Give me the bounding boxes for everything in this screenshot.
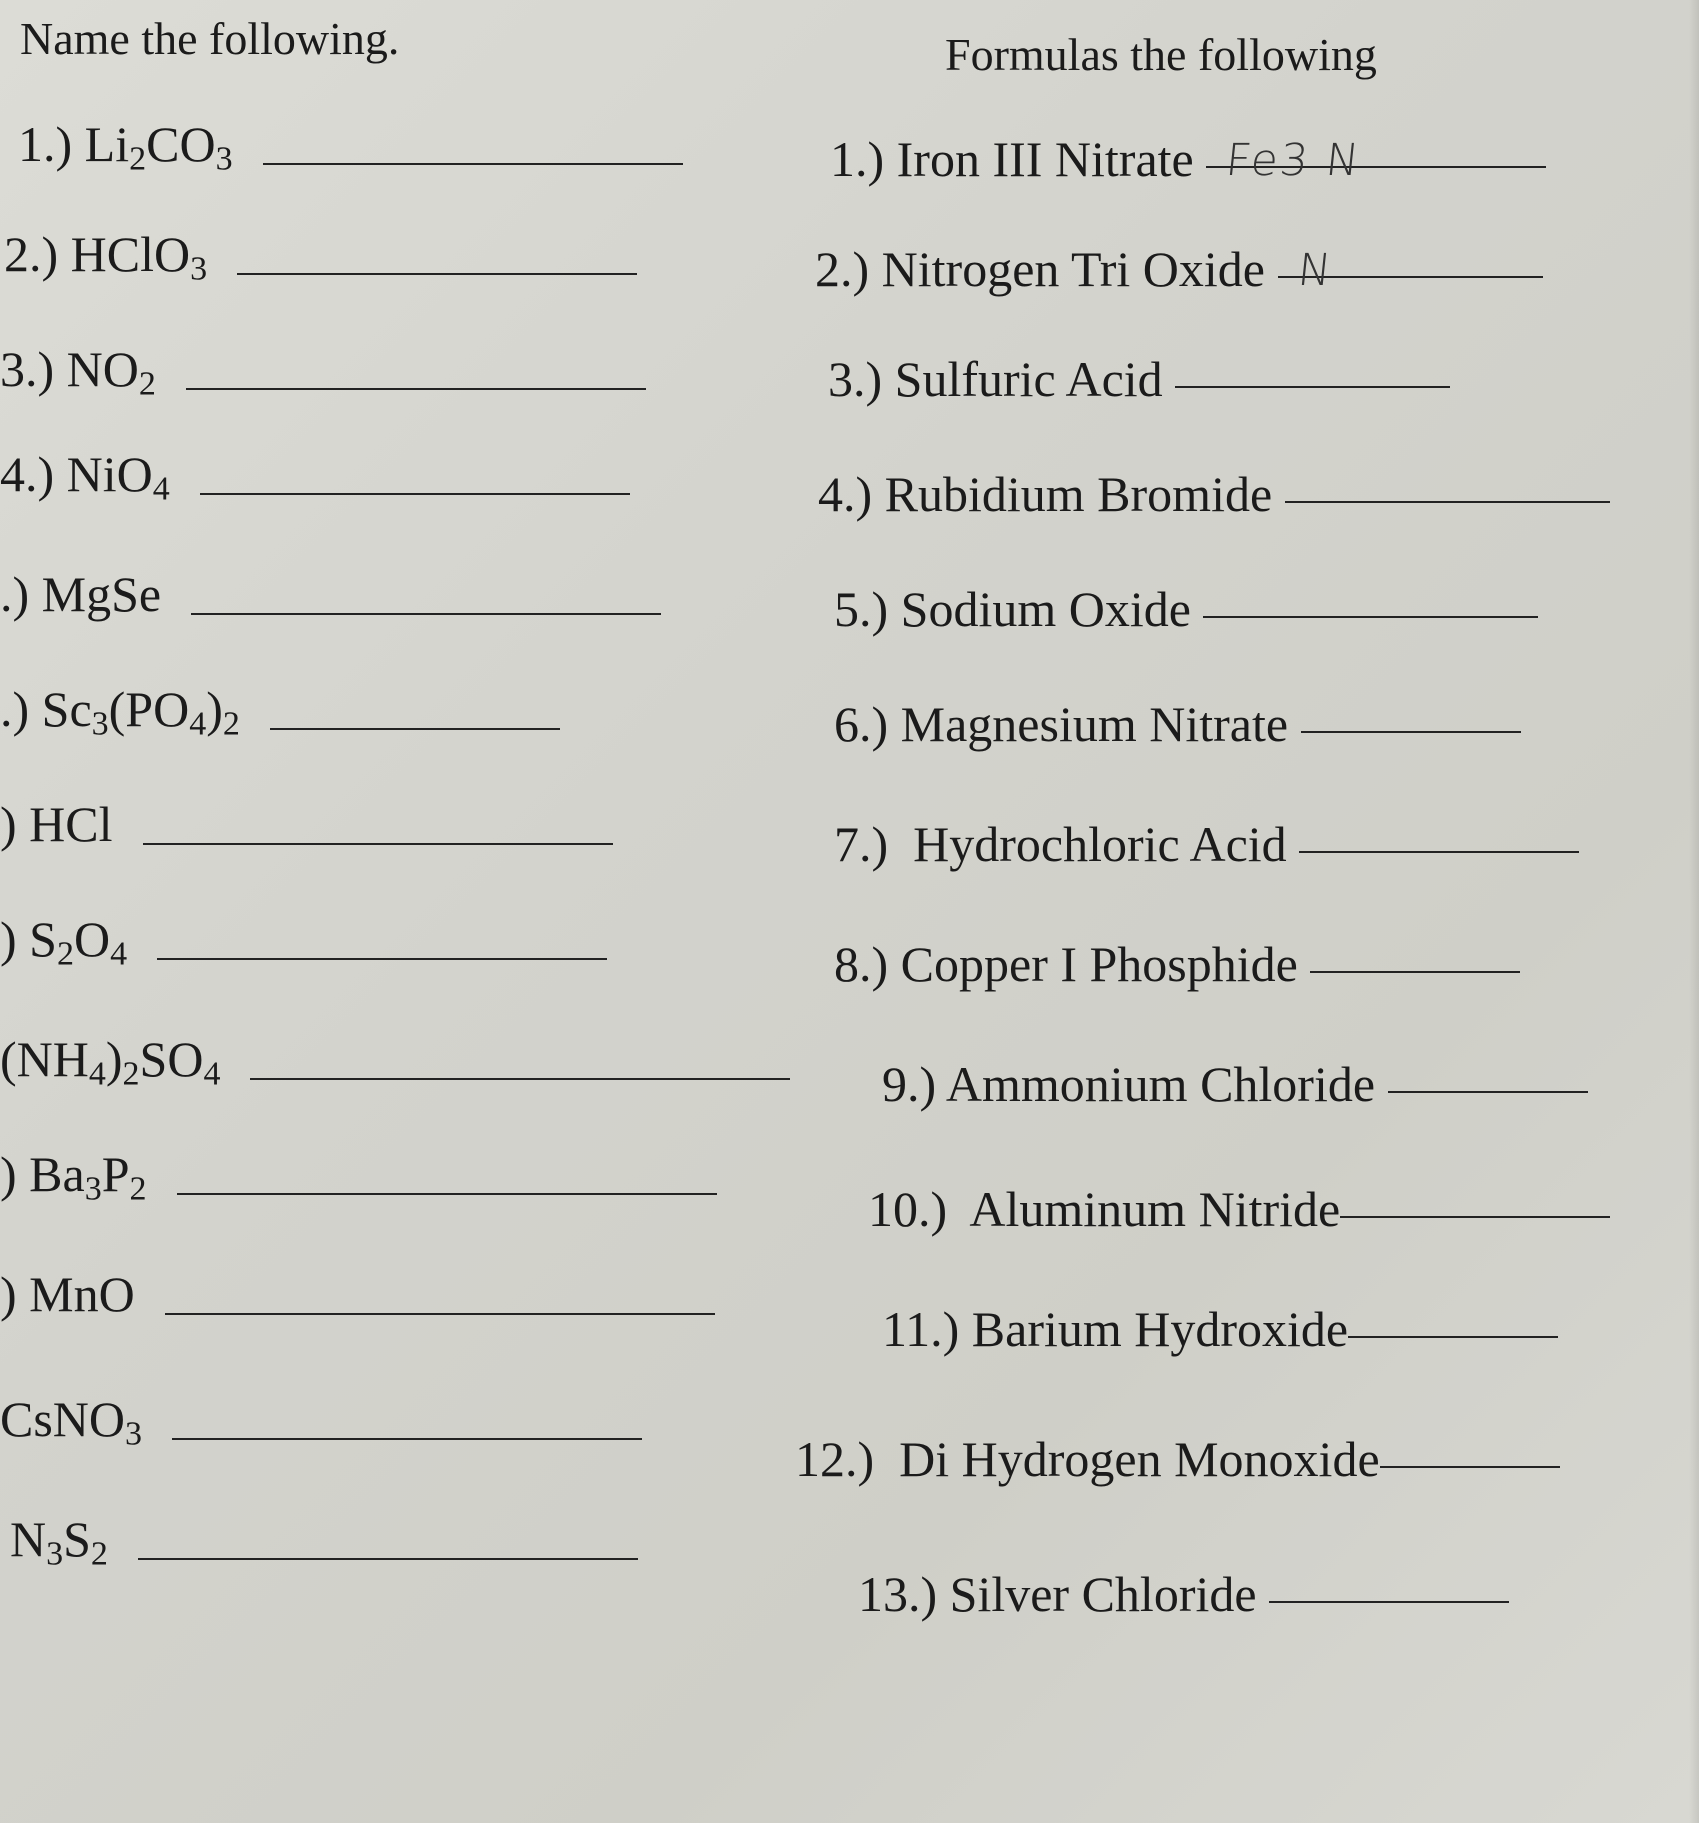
formula-text: MgSe: [41, 566, 162, 622]
name-question-10: [0, 1145, 717, 1208]
formula-text: CO: [146, 116, 216, 172]
formula-subscript: 3: [215, 140, 233, 178]
answer-blank[interactable]: [1301, 730, 1521, 733]
answer-blank[interactable]: [1380, 1465, 1560, 1468]
name-question-3: [0, 340, 646, 403]
answer-blank[interactable]: [1299, 850, 1579, 853]
question-number: ): [0, 1146, 30, 1202]
answer-blank[interactable]: [1175, 385, 1450, 388]
formula-subscript: 3: [84, 1170, 102, 1208]
formula-text: HClO: [70, 226, 191, 282]
question-number: .): [0, 566, 42, 622]
answer-blank[interactable]: [1269, 1600, 1509, 1603]
formula-subscript: 3: [125, 1415, 143, 1453]
formula-text: S: [29, 911, 57, 967]
formula-text: (NH: [0, 1031, 89, 1087]
chemical-formula: [66, 445, 170, 508]
answer-blank[interactable]: [138, 1557, 638, 1560]
name-question-2: [4, 225, 637, 288]
answer-blank[interactable]: [1348, 1335, 1558, 1338]
formula-subscript: 2: [129, 140, 147, 178]
formula-subscript: 2: [56, 935, 74, 973]
formula-text: ): [206, 681, 223, 737]
formula-subscript: 4: [110, 935, 128, 973]
chemical-formula: [29, 1145, 147, 1208]
answer-blank[interactable]: [270, 727, 560, 730]
handwritten-answer: N: [1294, 245, 1336, 296]
question-number: ): [0, 796, 30, 852]
answer-blank[interactable]: [191, 612, 661, 615]
formula-text: Ba: [29, 1146, 85, 1202]
formula-text: HCl: [29, 796, 113, 852]
answer-blank[interactable]: [1310, 970, 1520, 973]
name-question-5: [0, 565, 661, 623]
answer-blank[interactable]: [1388, 1090, 1588, 1093]
chemical-formula: [0, 1030, 221, 1093]
formula-text: S: [63, 1511, 91, 1567]
answer-blank[interactable]: [186, 387, 646, 390]
compound-name: 7.) Hydrochloric Acid: [834, 816, 1300, 872]
question-number: 4.): [0, 446, 67, 502]
formula-text: NO: [66, 341, 139, 397]
formula-text: Li: [84, 116, 130, 172]
formula-question-1: [830, 130, 1546, 188]
compound-name: 3.) Sulfuric Acid: [828, 351, 1176, 407]
answer-blank[interactable]: [237, 272, 637, 275]
name-question-6: [0, 680, 560, 743]
formula-text: ): [105, 1031, 123, 1087]
formula-question-6: [834, 695, 1521, 753]
formula-text: (PO: [108, 681, 190, 737]
formula-subscript: 3: [46, 1535, 64, 1573]
compound-name: 11.) Barium Hydroxide: [882, 1301, 1349, 1357]
formula-question-8: [834, 935, 1520, 993]
chemical-formula: [10, 1510, 108, 1573]
answer-blank[interactable]: [157, 957, 607, 960]
formula-subscript: 4: [152, 470, 170, 508]
formula-question-4: [818, 465, 1610, 523]
formula-question-12: [795, 1430, 1560, 1488]
compound-name: 6.) Magnesium Nitrate: [834, 696, 1301, 752]
formula-question-7: [834, 815, 1579, 873]
answer-blank[interactable]: [1203, 615, 1538, 618]
formula-text: N: [10, 1511, 47, 1567]
formula-subscript: 2: [222, 705, 240, 743]
answer-blank[interactable]: [143, 842, 613, 845]
answer-blank[interactable]: [177, 1192, 717, 1195]
compound-name: 8.) Copper I Phosphide: [834, 936, 1311, 992]
answer-blank[interactable]: [165, 1312, 715, 1315]
formula-question-11: [882, 1300, 1558, 1358]
formula-text: P: [101, 1146, 130, 1202]
formula-question-13: [858, 1565, 1509, 1623]
answer-blank[interactable]: [250, 1077, 790, 1080]
chemical-formula: [42, 565, 161, 623]
question-number: 1.): [18, 116, 85, 172]
name-question-7: [0, 795, 613, 853]
name-question-13: [10, 1510, 638, 1573]
compound-name: 5.) Sodium Oxide: [834, 581, 1204, 637]
handwritten-answer: Fe3 N: [1223, 135, 1364, 186]
compound-name: 9.) Ammonium Chloride: [882, 1056, 1388, 1112]
compound-name: 2.) Nitrogen Tri Oxide: [815, 241, 1278, 297]
left-heading: Name the following.: [20, 13, 400, 64]
formula-subscript: 3: [91, 705, 109, 743]
formula-subscript: 3: [190, 250, 208, 288]
chemical-formula: [41, 680, 240, 743]
chemical-formula: [84, 115, 233, 178]
question-number: 3.): [0, 341, 67, 397]
formula-question-10: [868, 1180, 1610, 1238]
answer-blank[interactable]: [263, 162, 683, 165]
chemical-formula: [29, 910, 128, 973]
formula-text: SO: [139, 1031, 204, 1087]
chemical-formula: [70, 225, 208, 288]
formula-text: Sc: [41, 681, 92, 737]
chemical-formula: [29, 795, 112, 853]
name-question-12: [0, 1390, 642, 1453]
formula-text: MnO: [29, 1266, 135, 1322]
compound-name: 13.) Silver Chloride: [858, 1566, 1270, 1622]
name-question-8: [0, 910, 607, 973]
name-question-4: [0, 445, 630, 508]
question-number: .): [0, 681, 42, 737]
formula-text: NiO: [66, 446, 153, 502]
answer-blank[interactable]: [200, 492, 630, 495]
formula-subscript: 4: [88, 1055, 106, 1093]
formula-subscript: 2: [90, 1535, 108, 1573]
chemical-formula: [29, 1265, 135, 1323]
compound-name: 1.) Iron III Nitrate: [830, 131, 1207, 187]
formula-question-2: [815, 240, 1543, 298]
formula-subscript: 2: [122, 1055, 140, 1093]
compound-name: 4.) Rubidium Bromide: [818, 466, 1285, 522]
answer-blank[interactable]: [172, 1437, 642, 1440]
formula-subscript: 2: [138, 365, 156, 403]
right-heading: Formulas the following: [945, 29, 1377, 80]
compound-name: 10.) Aluminum Nitride: [868, 1181, 1341, 1237]
formula-text: O: [73, 911, 111, 967]
chemical-formula: [66, 340, 156, 403]
question-number: ): [0, 1266, 30, 1322]
question-number: 2.): [4, 226, 71, 282]
answer-blank[interactable]: [1340, 1215, 1610, 1218]
name-question-1: [18, 115, 683, 178]
question-number: ): [0, 911, 30, 967]
compound-name: 12.) Di Hydrogen Monoxide: [795, 1431, 1380, 1487]
formula-subscript: 4: [203, 1055, 221, 1093]
page-edge: [1689, 0, 1699, 1823]
formula-question-9: [882, 1055, 1588, 1113]
formula-question-5: [834, 580, 1538, 638]
name-question-9: [0, 1030, 790, 1093]
formula-text: CsNO: [0, 1391, 126, 1447]
answer-blank[interactable]: [1285, 500, 1610, 503]
formula-question-3: [828, 350, 1450, 408]
formula-subscript: 4: [189, 705, 207, 743]
formula-subscript: 2: [129, 1170, 147, 1208]
name-question-11: [0, 1265, 715, 1323]
chemical-formula: [0, 1390, 143, 1453]
